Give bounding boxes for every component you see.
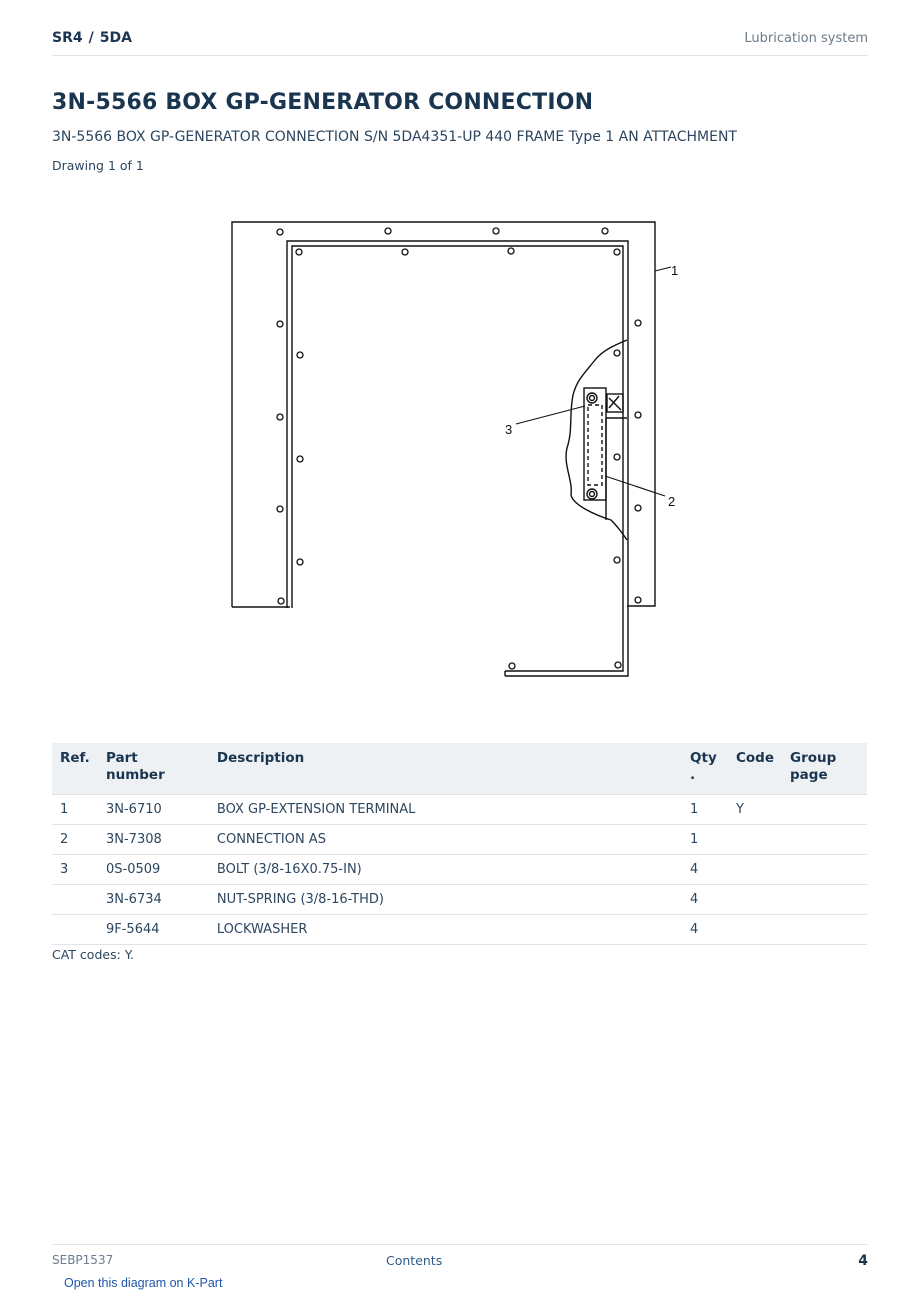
cell-description: LOCKWASHER — [209, 915, 682, 945]
cell-description: BOLT (3/8-16X0.75-IN) — [209, 855, 682, 885]
header-group-page: Group page — [782, 743, 867, 795]
cell-group-page — [782, 885, 867, 915]
cell-ref — [52, 885, 98, 915]
cell-part-number: 3N-6734 — [98, 885, 209, 915]
parts-diagram — [195, 190, 715, 710]
cell-description: NUT-SPRING (3/8-16-THD) — [209, 885, 682, 915]
header-qty: Qty . — [682, 743, 728, 795]
callout-3: 3 — [505, 422, 513, 437]
cell-qty: 4 — [682, 915, 728, 945]
breadcrumb-prefix: 5DA — [99, 30, 132, 46]
table-row — [52, 795, 867, 825]
table-row — [52, 855, 867, 885]
parts-table — [52, 743, 867, 945]
page-footer — [52, 1244, 868, 1275]
cell-ref: 2 — [52, 825, 98, 855]
breadcrumb-separator: / — [88, 30, 94, 46]
header-ref: Ref. — [52, 743, 98, 795]
cell-qty: 4 — [682, 855, 728, 885]
cell-code: Y — [728, 795, 782, 825]
terminal-bracket-inner — [588, 405, 602, 485]
cell-qty: 1 — [682, 825, 728, 855]
bolt-head-top-inner — [590, 396, 595, 401]
document-number: SEBP1537 — [52, 1253, 114, 1267]
cell-group-page — [782, 855, 867, 885]
table-header-row — [52, 743, 867, 795]
bolt-head-bottom-inner — [590, 492, 595, 497]
cell-ref — [52, 915, 98, 945]
header-code: Code — [728, 743, 782, 795]
cell-group-page — [782, 795, 867, 825]
kpart-link[interactable]: Open this diagram on K-Part — [64, 1276, 223, 1290]
leader-line-3 — [516, 406, 585, 424]
page-number: 4 — [858, 1253, 868, 1269]
section-name: Lubrication system — [744, 31, 868, 46]
callout-1: 1 — [671, 263, 679, 278]
cell-description: BOX GP-EXTENSION TERMINAL — [209, 795, 682, 825]
inner-frame-inner-outline — [292, 246, 623, 671]
cell-description: CONNECTION AS — [209, 825, 682, 855]
inner-frame-outline — [287, 241, 628, 676]
cell-ref: 3 — [52, 855, 98, 885]
bolt-head-top — [587, 393, 597, 403]
page-subtitle: 3N-5566 BOX GP-GENERATOR CONNECTION S/N 5DA4351-UP 440 FRAME Type 1 AN ATTACHMENT — [52, 129, 737, 145]
bolt-head-bottom — [587, 489, 597, 499]
table-row — [52, 915, 867, 945]
cell-group-page — [782, 915, 867, 945]
leader-line-2 — [605, 476, 665, 496]
drawing-count: Drawing 1 of 1 — [52, 158, 144, 173]
callout-2: 2 — [668, 494, 676, 509]
cell-ref: 1 — [52, 795, 98, 825]
breadcrumb — [52, 30, 132, 46]
contents-link[interactable]: Contents — [386, 1253, 443, 1268]
page-title: 3N-5566 BOX GP-GENERATOR CONNECTION — [52, 90, 594, 115]
cell-code — [728, 825, 782, 855]
outer-plate-holes — [277, 228, 641, 604]
table-row — [52, 825, 867, 855]
cell-code — [728, 855, 782, 885]
cat-codes-note: CAT codes: Y. — [52, 947, 134, 962]
breadcrumb-model: SR4 — [52, 30, 83, 46]
leader-line-1 — [655, 267, 671, 271]
outer-plate-outline — [232, 222, 655, 607]
header-part-number: Part number — [98, 743, 209, 795]
cell-part-number: 3N-6710 — [98, 795, 209, 825]
cell-part-number: 0S-0509 — [98, 855, 209, 885]
cutaway-outline — [566, 340, 627, 540]
table-row — [52, 885, 867, 915]
page-header — [52, 28, 868, 56]
header-description: Description — [209, 743, 682, 795]
inner-frame-holes — [296, 248, 621, 669]
cell-part-number: 9F-5644 — [98, 915, 209, 945]
cell-part-number: 3N-7308 — [98, 825, 209, 855]
cell-qty: 4 — [682, 885, 728, 915]
cell-code — [728, 885, 782, 915]
cell-group-page — [782, 825, 867, 855]
cell-qty: 1 — [682, 795, 728, 825]
cell-code — [728, 915, 782, 945]
